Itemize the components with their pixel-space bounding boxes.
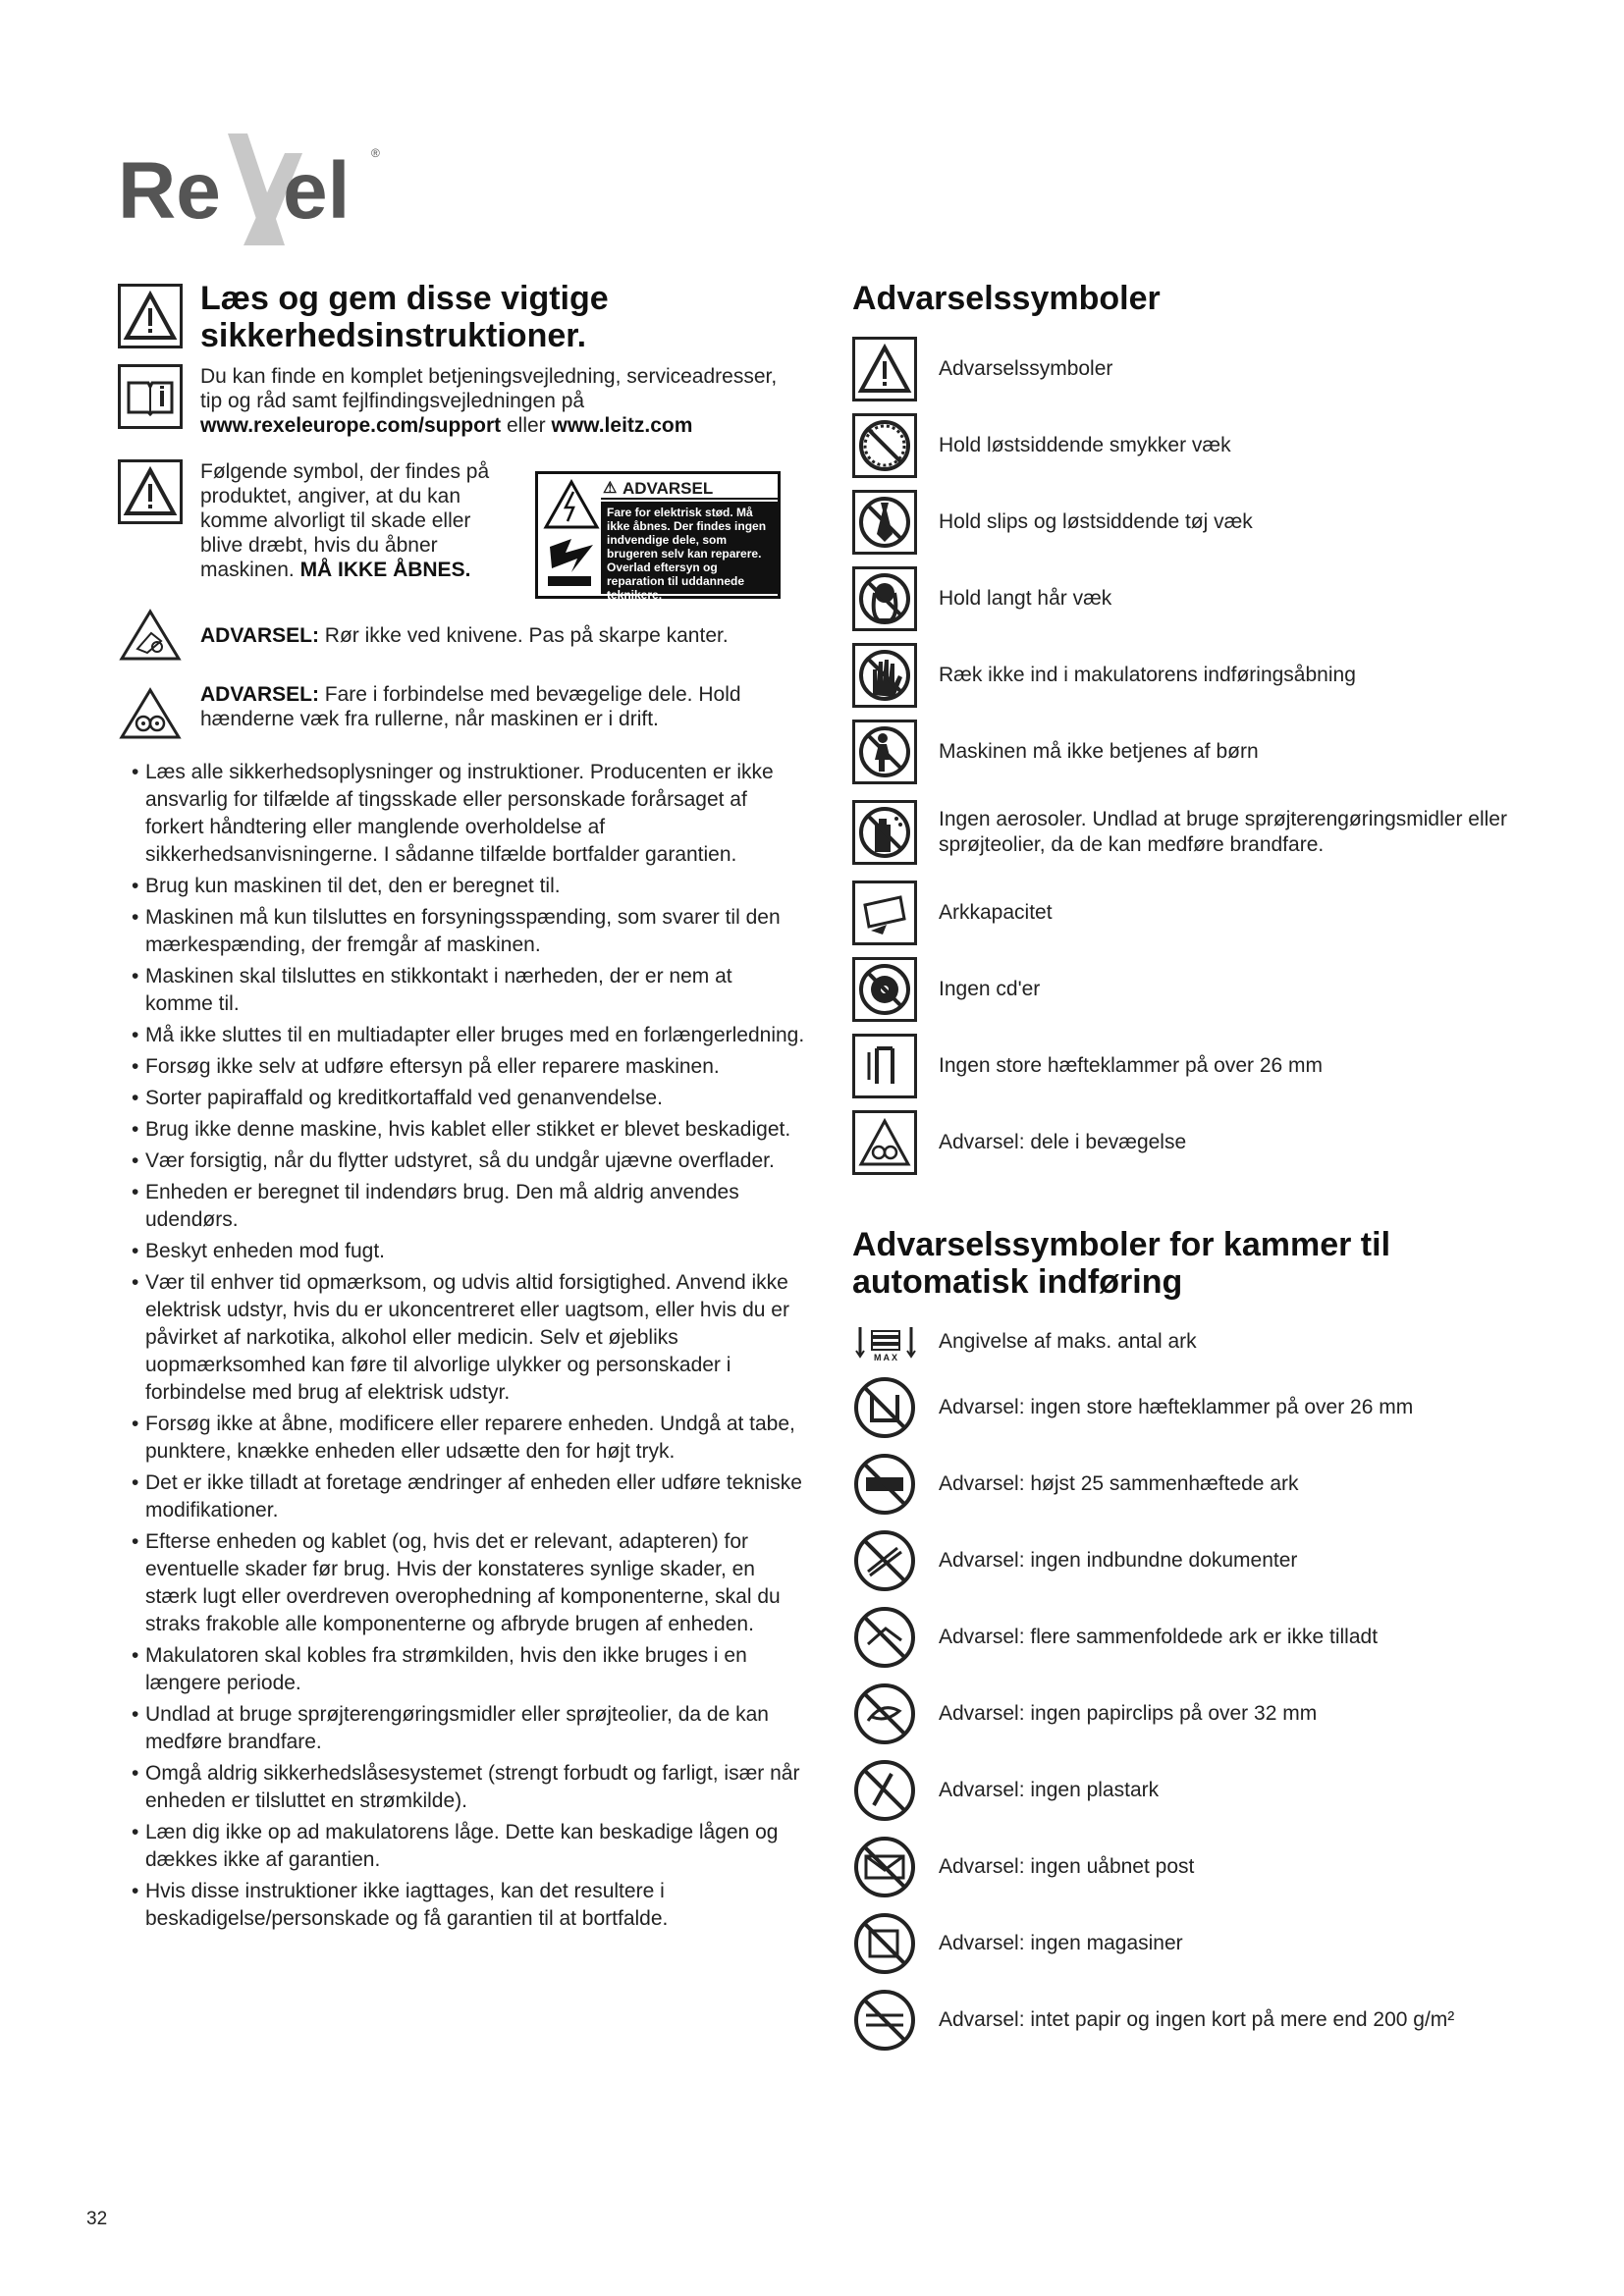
symbol-row [852,951,1540,1028]
no-children-icon [852,720,917,784]
no-magazines-icon [852,1911,917,1976]
feed-symbol-row [852,1522,1540,1599]
symbol-label: Ræk ikke ind i makulatorens indføringsåbning [939,664,1356,686]
symbol-list [852,331,1540,1181]
warning-blades-text: ADVARSEL: Rør ikke ved knivene. Pas på skarpe kanter. [200,623,729,647]
no-cd-icon [852,957,917,1022]
no-paperclips-icon [852,1682,917,1746]
feed-symbol-row [852,1446,1540,1522]
bullet-item: • Sorter papiraffald og kreditkortaffald ved genanvendelse. [132,1085,805,1112]
svg-text:®: ® [371,146,380,160]
symbol-label: Advarsel: dele i bevægelse [939,1131,1187,1153]
symbol-row [852,407,1540,484]
symbol-row [852,1028,1540,1104]
bullet-item: • Beskyt enheden mod fugt. [132,1238,805,1265]
bullet-item: • Brug kun maskinen til det, den er beregnet til. [132,873,805,900]
bullet-item: • Brug ikke denne maskine, hvis kablet eller stikket er blevet beskadiget. [132,1116,805,1144]
bullet-item: • Forsøg ikke at åbne, modificere eller reparere enheden. Undgå at tabe, punktere, knække enheden eller udsætte den for højt tryk. [132,1411,805,1466]
symbol-row [852,875,1540,951]
symbol-row [852,484,1540,561]
no-bound-docs-icon [852,1528,917,1593]
symbol-label: Hold slips og løstsiddende tøj væk [939,510,1253,533]
bullet-item: • Vær til enhver tid opmærksom, og udvis altid forsigtighed. Anvend ikke elektrisk udstyr, hvis du er ukoncentreret eller uagtsom, eller hvis du er påvirket af narkotika, alkohol eller medicin. Selv et øjebliks uopmærksomhed kan føre til alvorlige ulykker og personskader i forbindelse med brug af elektrisk udstyr. [132,1269,805,1407]
feed-symbol-label: Advarsel: ingen papirclips på over 32 mm [939,1702,1318,1725]
feed-symbol-label: Advarsel: ingen store hæfteklammer på over 26 mm [939,1396,1414,1418]
bullet-item: • Makulatoren skal kobles fra strømkilden, hvis den ikke bruges i en længere periode. [132,1642,805,1697]
bullet-item: • Læs alle sikkerhedsoplysninger og instruktioner. Producenten er ikke ansvarlig for tilfælde af tingsskade eller personskade forårsaget af forkert håndtering eller manglende overholdelse af sikkerhedsanvisningerne. I sådanne tilfælde bortfalder garantien. [132,759,805,869]
right-column [852,280,1540,2058]
feed-symbol-label: Angivelse af maks. antal ark [939,1330,1197,1353]
manual-book-icon [118,364,183,429]
symbol-row [852,1104,1540,1181]
sheet-capacity-icon [852,881,917,945]
no-heavy-paper-icon [852,1988,917,2053]
symbol-label: Ingen store hæfteklammer på over 26 mm [939,1054,1324,1077]
bullet-item: • Det er ikke tilladt at foretage ændringer af enheden eller udføre tekniske modifikationer. [132,1469,805,1524]
warning-triangle-icon [852,337,917,401]
symbol-label: Advarselssymboler [939,357,1113,380]
no-tie-icon [852,490,917,555]
no-long-hair-icon [852,566,917,631]
feed-symbol-row [852,1369,1540,1446]
blades-warning-icon [118,608,183,663]
feed-symbol-list [852,1314,1540,2058]
safety-bullet-list [118,759,805,1933]
electric-warning-label [535,471,781,602]
symbol-label: Ingen cd'er [939,978,1041,1000]
feed-symbol-row [852,1829,1540,1905]
no-hand-icon [852,643,917,708]
warning-moving-parts-text: ADVARSEL: Fare i forbindelse med bevægelige dele. Hold hænderne væk fra rullerne, når maskinen er i drift. [200,683,741,730]
symbol-label: Ingen aerosoler. Undlad at bruge sprøjterengøringsmidler eller sprøjteolier, da de kan medføre brandfare. [939,808,1507,856]
no-large-staples-circle-icon [852,1375,917,1440]
feed-symbol-label: Advarsel: højst 25 sammenhæftede ark [939,1472,1299,1495]
svg-text:el: el [283,146,351,236]
feed-symbol-row [852,1599,1540,1676]
feed-symbol-label: Advarsel: ingen plastark [939,1779,1160,1801]
page-number: 32 [86,2209,108,2229]
manual-info-text: Du kan finde en komplet betjeningsvejledning, serviceadresser, tip og råd samt fejlfindingsvejledningen på www.rexeleurope.com/support eller www.leitz.com [200,365,778,437]
bullet-item: • Må ikke sluttes til en multiadapter eller bruges med en forlængerledning. [132,1022,805,1049]
bullet-item: • Forsøg ikke selv at udføre eftersyn på eller reparere maskinen. [132,1053,805,1081]
bullet-item: • Læn dig ikke op ad makulatorens låge. Dette kan beskadige lågen og dækkes ikke af garantien. [132,1819,805,1874]
bullet-item: • Vær forsigtig, når du flytter udstyret, så du undgår ujævne overflader. [132,1148,805,1175]
feed-symbol-row [852,1982,1540,2058]
symbol-row [852,714,1540,790]
symbol-row [852,637,1540,714]
moving-parts-warning-icon [118,686,183,741]
symbol-note-text: Følgende symbol, der findes på produktet, angiver, at du kan komme alvorligt til skade eller blive dræbt, hvis du åbner maskinen. MÅ IKKE ÅBNES. [200,460,490,581]
feed-symbol-row [852,1676,1540,1752]
moving-parts-icon [852,1110,917,1175]
rexel-logo [118,116,383,253]
feed-symbol-row [852,1752,1540,1829]
manual-info [118,364,805,438]
feed-symbol-row [852,1314,1540,1369]
max-sheets-icon [852,1309,917,1374]
bullet-item: • Omgå aldrig sikkerhedslåsesystemet (strengt forbudt og farligt, især når enheden er tilsluttet en strømkilde). [132,1760,805,1815]
symbol-label: Arkkapacitet [939,901,1053,924]
no-large-staples-icon [852,1034,917,1098]
bullet-item: • Undlad at bruge sprøjterengøringsmidler eller sprøjteolier, da de kan medføre brandfare. [132,1701,805,1756]
bullet-item: • Efterse enheden og kablet (og, hvis det er relevant, adapteren) for eventuelle skader før brug. Hvis der konstateres synlige skader, en stærk lugt eller overdreven overophedning af komponenterne, skal du straks frakoble alle komponenterne og afbryde brugen af enheden. [132,1528,805,1638]
feed-symbol-label: Advarsel: ingen uåbnet post [939,1855,1195,1878]
support-link[interactable]: www.rexeleurope.com/support [200,414,502,437]
warning-moving-parts [118,682,805,741]
bullet-item: • Enheden er beregnet til indendørs brug. Den må aldrig anvendes udendørs. [132,1179,805,1234]
warning-triangle-icon [118,284,183,348]
symbol-label: Hold løstsiddende smykker væk [939,434,1231,456]
bullet-item: • Maskinen må kun tilsluttes en forsyningsspænding, som svarer til den mærkespænding, der fremgår af maskinen. [132,904,805,959]
feed-symbol-row [852,1905,1540,1982]
leitz-link[interactable]: www.leitz.com [551,414,693,437]
feed-symbol-label: Advarsel: flere sammenfoldede ark er ikke tilladt [939,1626,1379,1648]
symbol-row [852,561,1540,637]
safety-header [118,280,805,354]
symbols-title: Advarselssymboler [852,280,1161,317]
feed-symbol-label: Advarsel: intet papir og ingen kort på mere end 200 g/m² [939,2008,1455,2031]
feed-symbol-label: Advarsel: ingen magasiner [939,1932,1183,1954]
no-jewelry-icon [852,413,917,478]
no-unopened-mail-icon [852,1835,917,1899]
feed-symbols-title: Advarselssymboler for kammer til automatisk indføring [852,1226,1391,1301]
svg-text:Re: Re [118,146,221,236]
safety-title: Læs og gem disse vigtige sikkerhedsinstruktioner. [200,280,609,354]
max-label: MAX [874,1353,899,1362]
symbol-row [852,331,1540,407]
no-folded-sheets-icon [852,1605,917,1670]
no-plastic-sheets-icon [852,1758,917,1823]
bullet-item: • Maskinen skal tilsluttes en stikkontakt i nærheden, der er nem at komme til. [132,963,805,1018]
bullet-item: • Hvis disse instruktioner ikke iagttages, kan det resultere i beskadigelse/personskade og få garantien til at bortfalde. [132,1878,805,1933]
symbol-label: Maskinen må ikke betjenes af børn [939,740,1259,763]
warning-blades [118,608,805,663]
label-header: ⚠ ADVARSEL [601,478,778,500]
warning-triangle-icon [118,459,183,524]
symbol-label: Hold langt hår væk [939,587,1112,610]
max-stapled-icon [852,1452,917,1517]
feed-symbol-label: Advarsel: ingen indbundne dokumenter [939,1549,1298,1572]
symbol-row [852,790,1540,875]
electric-shock-icon [542,478,601,592]
warning-triangle-icon: ⚠ [603,480,618,497]
label-body: Fare for elektrisk stød. Må ikke åbnes. Der findes ingen indvendige dele, som brugeren selv kan reparere. Overlad eftersyn og reparation til uddannede teknikere. [601,502,778,594]
no-aerosol-icon [852,800,917,865]
